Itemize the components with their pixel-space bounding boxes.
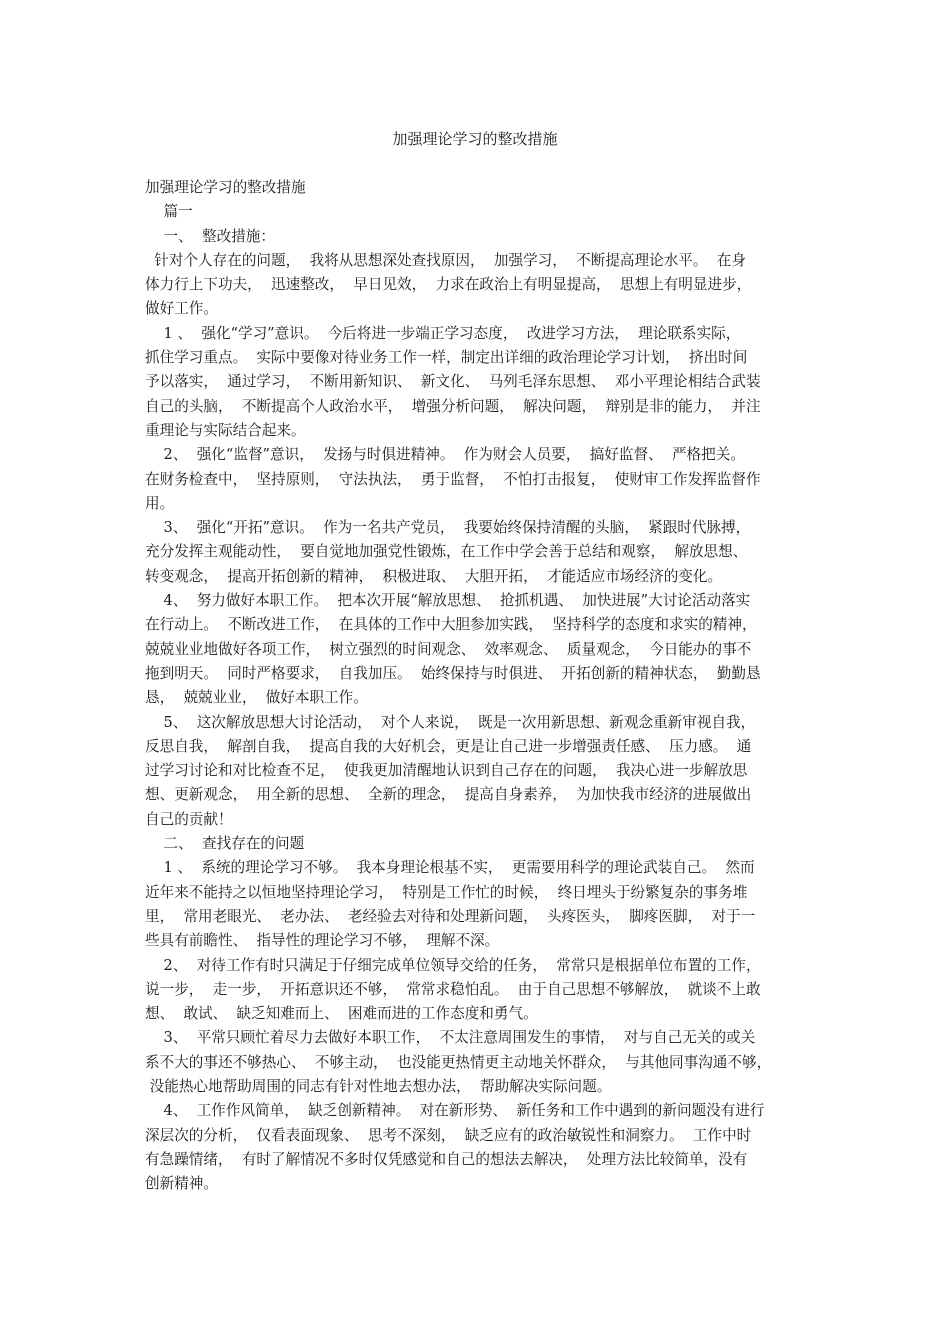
document-body	[145, 176, 813, 1196]
body-text-line: 做好工作。	[145, 300, 218, 318]
document-heading: 加强理论学习的整改措施	[145, 179, 306, 196]
body-text-line: 创新精神。	[145, 1175, 218, 1193]
body-text-line: 过学习讨论和对比检查不足， 使我更加清醒地认识到自己存在的问题， 我决心进一步解放思	[145, 762, 748, 780]
body-text-line: 篇一	[145, 203, 193, 221]
body-text-line: 2、 对待工作有时只满足于仔细完成单位领导交给的任务， 常常只是根据单位布置的工作，	[145, 956, 761, 974]
body-text-line: 3、 平常只顾忙着尽力去做好本职工作， 不太注意周围发生的事情， 对与自己无关的或关	[145, 1029, 756, 1047]
body-text-line: 二、 查找存在的问题	[145, 835, 305, 853]
body-text-line: 拖到明天。 同时严格要求， 自我加压。 始终保持与时俱进、 开拓创新的精神状态， 勤勤恳	[145, 664, 761, 682]
body-text-line: 用。	[145, 494, 175, 512]
body-text-line: 4、 努力做好本职工作。 把本次开展“解放思想、 抢抓机遇、 加快进展”大讨论活动落实	[145, 592, 751, 610]
body-text-line: 些具有前瞻性、 指导性的理论学习不够， 理解不深。	[145, 932, 500, 950]
body-text-line: 在行动上。 不断改进工作， 在具体的工作中大胆参加实践， 坚持科学的态度和求实的精神，	[145, 616, 757, 634]
body-text-line: 自己的头脑， 不断提高个人政治水平， 增强分析问题， 解决问题， 辩别是非的能力， 并注	[145, 397, 761, 415]
body-text-line: 说一步， 走一步， 开拓意识还不够， 常常求稳怕乱。 由于自己思想不够解放， 就谈不上敢	[145, 980, 761, 998]
body-text-line: 针对个人存在的问题， 我将从思想深处查找原因， 加强学习， 不断提高理论水平。 在身	[145, 251, 746, 269]
body-text-line: 没能热心地帮助周围的同志有针对性地去想办法， 帮助解决实际问题。	[145, 1077, 612, 1095]
body-text-line: 3、 强化“开拓”意识。 作为一名共产党员， 我要始终保持清醒的头脑， 紧跟时代脉搏，	[145, 519, 751, 537]
body-text-line: 里， 常用老眼光、 老办法、 老经验去对待和处理新问题， 头疼医头， 脚疼医脚， 对于一	[145, 907, 756, 925]
body-text-line: 兢兢业业地做好各项工作， 树立强烈的时间观念、 效率观念、 质量观念， 今日能办的事不	[145, 640, 752, 658]
body-text-line: 想、更新观念， 用全新的思想、 全新的理念， 提高自身素养， 为加快我市经济的进展做出	[145, 786, 752, 804]
body-text-line: 自己的贡献！	[145, 810, 233, 828]
body-text-line: 1 、 强化“学习”意识。 今后将进一步端正学习态度， 改进学习方法， 理论联系实际，	[145, 324, 741, 342]
body-text-line: 转变观念， 提高开拓创新的精神， 积极进取、 大胆开拓， 才能适应市场经济的变化。	[145, 567, 723, 585]
body-text-line: 体力行上下功夫， 迅速整改， 早日见效， 力求在政治上有明显提高， 思想上有明显进步，	[145, 276, 752, 294]
body-text-line: 重理论与实际结合起来。	[145, 421, 306, 439]
body-text-line: 予以落实， 通过学习， 不断用新知识、 新文化、 马列毛泽东思想、 邓小平理论相结合武装	[145, 373, 761, 391]
body-text-line: 5、 这次解放思想大讨论活动， 对个人来说， 既是一次用新思想、新观念重新审视自我，	[145, 713, 756, 731]
body-text-line: 有急躁情绪， 有时了解情况不多时仅凭感觉和自己的想法去解决， 处理方法比较简单，没有	[145, 1150, 748, 1168]
body-text-line: 想、 敢试、 缺乏知难而上、 困难而进的工作态度和勇气。	[145, 1005, 538, 1023]
body-text-line: 4、 工作作风简单， 缺乏创新精神。 对在新形势、 新任务和工作中遇到的新问题没有进行	[145, 1102, 765, 1120]
body-text-line: 系不大的事还不够热心、 不够主动， 也没能更热情更主动地关怀群众， 与其他同事沟通不够，	[145, 1053, 772, 1071]
body-text-line: 深层次的分析， 仅看表面现象、 思考不深刻， 缺乏应有的政治敏锐性和洞察力。 工作中时	[145, 1126, 752, 1144]
document-title: 加强理论学习的整改措施	[392, 130, 558, 148]
body-text-line: 1 、 系统的理论学习不够。 我本身理论根基不实， 更需要用科学的理论武装自己。 然而	[145, 859, 755, 877]
body-text-line: 一、 整改措施：	[145, 227, 275, 245]
body-text-line: 在财务检查中， 坚持原则， 守法执法， 勇于监督， 不怕打击报复， 使财审工作发挥监督作	[145, 470, 761, 488]
body-text-line: 2、 强化“监督”意识， 发扬与时俱进精神。 作为财会人员要， 搞好监督、 严格把关。	[145, 446, 745, 464]
body-text-line: 恳， 兢兢业业， 做好本职工作。	[145, 689, 368, 707]
body-text-line: 近年来不能持之以恒地坚持理论学习， 特别是工作忙的时候， 终日埋头于纷繁复杂的事务堆	[145, 883, 748, 901]
body-text-line: 充分发挥主观能动性， 要自觉地加强党性锻炼，在工作中学会善于总结和观察， 解放思想、	[145, 543, 748, 561]
body-text-line: 抓住学习重点。 实际中要像对待业务工作一样，制定出详细的政治理论学习计划， 挤出时间	[145, 349, 748, 367]
body-text-line: 反思自我， 解剖自我， 提高自我的大好机会，更是让自己进一步增强责任感、 压力感。 通	[145, 737, 752, 755]
